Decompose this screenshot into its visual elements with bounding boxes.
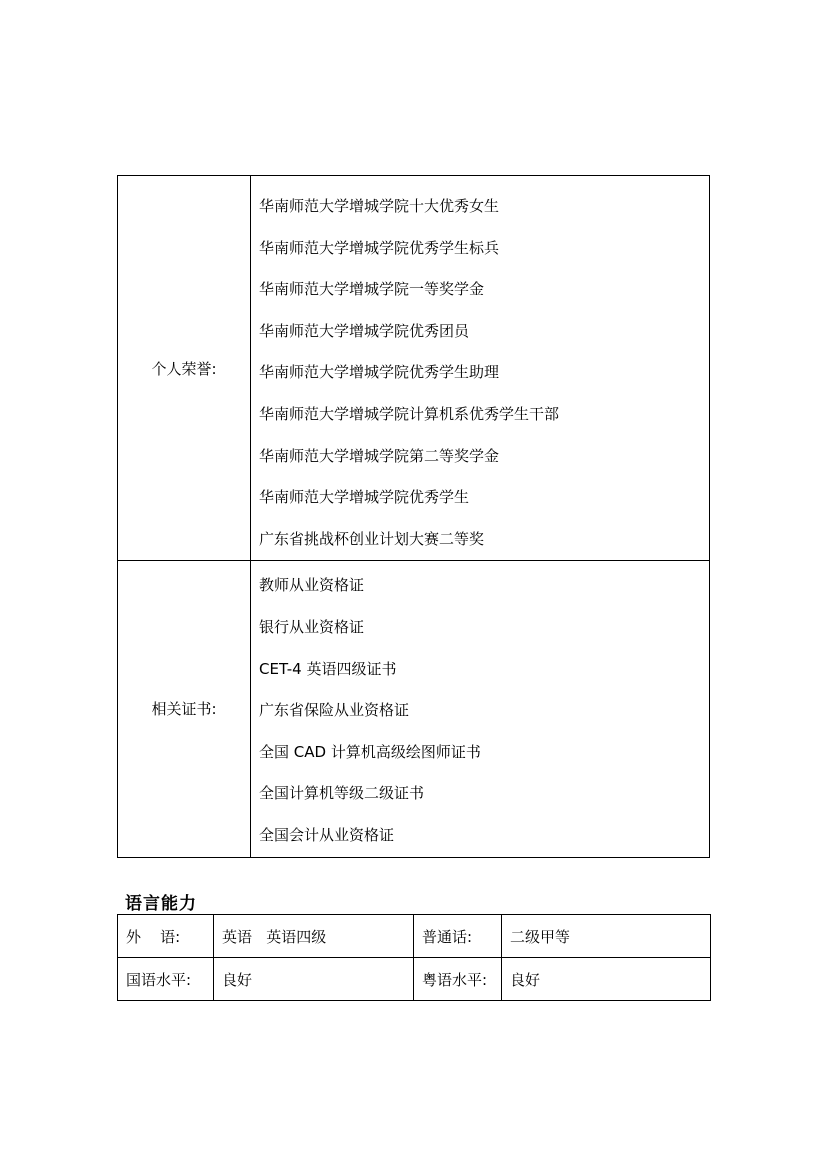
honor-item: 华南师范大学增城学院十大优秀女生 [259, 197, 500, 215]
certificates-content [251, 561, 710, 857]
foreign-language-label: 外 语: [118, 915, 214, 958]
certificate-item: 全国 CAD 计算机高级绘图师证书 [259, 742, 481, 761]
honors-row [118, 176, 710, 561]
cantonese-value: 良好 [502, 958, 711, 1001]
honors-content [251, 176, 710, 561]
certificate-item: 全国会计从业资格证 [259, 825, 395, 844]
certificate-item: CET-4 英语四级证书 [259, 659, 397, 678]
honor-item: 华南师范大学增城学院优秀学生 [259, 488, 470, 507]
honor-item: 华南师范大学增城学院优秀团员 [259, 321, 470, 340]
certificate-item: 教师从业资格证 [259, 576, 365, 595]
resume-table [117, 175, 710, 858]
language-row [118, 915, 711, 958]
honor-item: 华南师范大学增城学院一等奖学金 [259, 280, 485, 299]
honor-item: 华南师范大学增城学院第二等奖学金 [259, 446, 500, 465]
honor-item: 华南师范大学增城学院优秀学生标兵 [259, 238, 500, 257]
cantonese-label: 粤语水平: [414, 958, 502, 1001]
language-table [117, 914, 711, 1001]
certificate-item: 银行从业资格证 [259, 617, 365, 636]
certificate-item: 全国计算机等级二级证书 [259, 784, 425, 803]
language-row [118, 958, 711, 1001]
mandarin-label: 普通话: [414, 915, 502, 958]
foreign-language-value: 英语 英语四级 [214, 915, 414, 958]
honor-item: 广东省挑战杯创业计划大赛二等奖 [259, 529, 485, 548]
certificate-item: 广东省保险从业资格证 [259, 701, 410, 720]
mandarin-value: 二级甲等 [502, 915, 711, 958]
guoyu-label: 国语水平: [118, 958, 214, 1001]
guoyu-value: 良好 [214, 958, 414, 1001]
honor-item: 华南师范大学增城学院计算机系优秀学生干部 [259, 404, 560, 423]
language-section-title: 语言能力 [125, 894, 197, 914]
honor-item: 华南师范大学增城学院优秀学生助理 [259, 363, 500, 382]
honors-label: 个人荣誉: [118, 176, 251, 561]
certificates-row [118, 561, 710, 857]
certificates-label: 相关证书: [118, 561, 251, 857]
